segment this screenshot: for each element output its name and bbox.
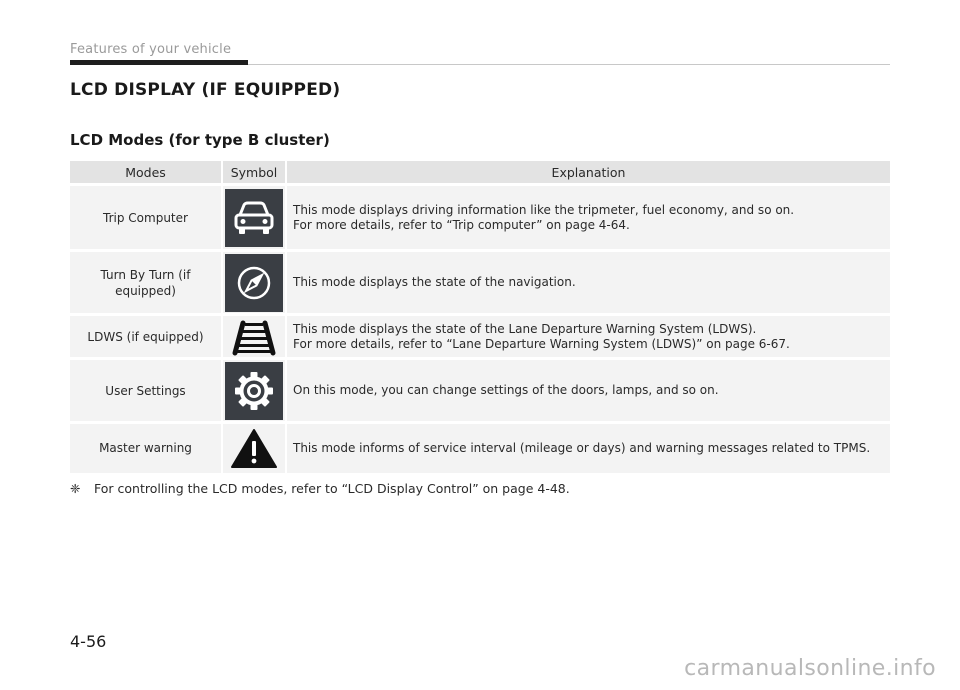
symbol-cell <box>222 359 286 423</box>
explanation-cell <box>286 359 890 423</box>
section-header-label: Features of your vehicle <box>70 42 232 57</box>
explanation-cell <box>286 251 890 315</box>
footnote-text: For controlling the LCD modes, refer to “LCD Display Control” on page 4-48. <box>94 481 570 496</box>
lcd-modes-table <box>70 161 890 473</box>
note-mark: ❈ <box>70 481 81 496</box>
explanation-cell <box>286 315 890 359</box>
table-subtitle: LCD Modes (for type B cluster) <box>70 131 330 149</box>
mode-name: User Settings <box>70 359 222 423</box>
explanation-line: For more details, refer to “Lane Departure Warning System (LDWS)” on page 6-67. <box>293 336 790 351</box>
symbol-cell <box>222 315 286 359</box>
gear-icon <box>225 362 283 420</box>
explanation-line: This mode displays driving information like the tripmeter, fuel economy, and so on. <box>293 202 795 217</box>
watermark: carmanualsonline.info <box>684 656 936 681</box>
explanation-line: This mode displays the state of the Lane Departure Warning System (LDWS). <box>293 321 757 336</box>
mode-name: Turn By Turn (if equipped) <box>70 251 222 315</box>
table-row <box>70 185 890 251</box>
table-header-row <box>70 161 890 185</box>
page-number: 4-56 <box>70 632 107 651</box>
column-header-explanation: Explanation <box>286 161 890 185</box>
table-row <box>70 251 890 315</box>
section-header-rule <box>248 64 890 65</box>
explanation-line: For more details, refer to “Trip computer” on page 4-64. <box>293 217 630 232</box>
footnote <box>70 481 570 496</box>
explanation-cell <box>286 185 890 251</box>
section-header-bar <box>70 60 248 65</box>
mode-name: Master warning <box>70 423 222 473</box>
warning-triangle-icon <box>225 426 283 470</box>
column-header-symbol: Symbol <box>222 161 286 185</box>
explanation-cell <box>286 423 890 473</box>
explanation-line: This mode displays the state of the navigation. <box>293 275 576 289</box>
explanation-line: This mode informs of service interval (mileage or days) and warning messages related to TPMS. <box>293 440 871 455</box>
page-title: LCD DISPLAY (IF EQUIPPED) <box>70 80 341 100</box>
symbol-cell <box>222 423 286 473</box>
table-row <box>70 315 890 359</box>
symbol-cell <box>222 185 286 251</box>
table-row <box>70 423 890 473</box>
table-row <box>70 359 890 423</box>
column-header-modes: Modes <box>70 161 222 185</box>
car-front-icon <box>225 189 283 247</box>
mode-name: Trip Computer <box>70 185 222 251</box>
symbol-cell <box>222 251 286 315</box>
compass-icon <box>225 254 283 312</box>
lane-departure-icon <box>225 317 283 357</box>
mode-name: LDWS (if equipped) <box>70 315 222 359</box>
explanation-line: On this mode, you can change settings of the doors, lamps, and so on. <box>293 383 719 397</box>
